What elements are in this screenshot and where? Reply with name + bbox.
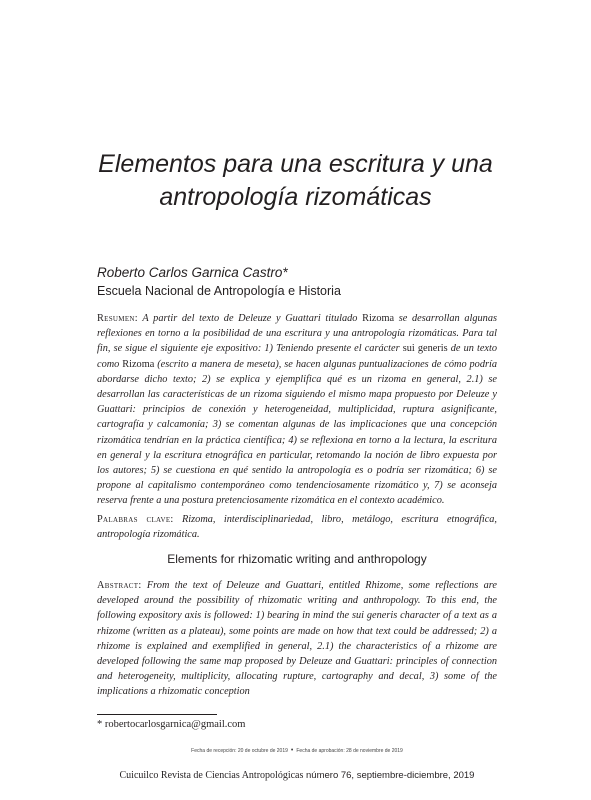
- footnote-rule: [97, 714, 217, 715]
- journal-issue: número 76, septiembre-diciembre, 2019: [303, 770, 475, 781]
- article-title-line-1: Elementos para una escritura y una: [98, 150, 493, 178]
- article-title: [60, 148, 531, 214]
- palabras-clave-text: Rizoma, interdisciplinariedad, libro, metálogo, escritura etnográfica, antropología rizomática.: [97, 514, 498, 541]
- english-title: Elements for rhizomatic writing and anthropology: [167, 552, 427, 566]
- abstract-paragraph: [97, 578, 497, 700]
- resumen-rizoma-1: Rizoma: [362, 313, 395, 324]
- author-name: Roberto Carlos Garnica Castro*: [97, 265, 288, 280]
- received-date: Fecha de recepción: 20 de octubre de 2019: [191, 748, 288, 754]
- abstract-text: From the text of Deleuze and Guattari, entitled Rhizome, some reflections are developed around the possibility of rhizomatic writing and anthropology. To this end, the following expository axis is followed: 1) bearing in mind the sui generis character of a text as a rhizome (written as a plateau), some points are made on how that text could be addressed; 2) a rhizome is explained and exemplified in general, 2.1) the characteristics of a rhizome are developed following the same map proposed by Deleuze and Guattari: principles of connection and heterogeneity, multiplicity, allocating rupture, cartography and decal, 3) some of the implications a rhizomatic conception: [97, 580, 497, 698]
- footnote-email: * robertocarlosgarnica@gmail.com: [97, 719, 246, 730]
- resumen-text-4: (escrito a manera de meseta), se hacen algunas puntualizaciones de cómo podría abordarse dicho texto; 2) se explica y ejemplifica qué es un rizoma en general, 2.1) se desarrollan las características de un rizoma siguiendo el mismo mapa propuesto por Deleuze y Guattari: principios de conexión y heterogeneidad, multiplicidad, ruptura asignificante, cartografía y calcamonía; 3) se comentan algunas de las implicaciones que una concepción rizomática tendrían en la práctica científica; 4) se reflexiona en torno a la lectura, la escritura en general y la escritura etnográfica en particular, retomando la noción de libro expuesta por los autores; 5) se cuestiona en qué sentido la antropología es o podría ser rizomática; 6) se propone al capitalismo contemporáneo como tendenciosamente rizomático y, 7) se aconseja reserva frente a una postura pretenciosamente rizomática en el contexto académico.: [97, 358, 497, 507]
- bullet-icon: •: [290, 747, 294, 754]
- palabras-clave-paragraph: [97, 512, 497, 542]
- resumen-text-2: se desarrollan algunas reflexiones en torno a la posibilidad de una escritura y una antropología rizomáticas. Para tal fin, se sigue el siguiente eje expositivo: 1) Teniendo presente el carácter: [97, 313, 497, 355]
- approved-date: Fecha de aprobación: 28 de noviembre de 2019: [296, 748, 403, 754]
- journal-name: Cuicuilco Revista de Ciencias Antropológicas: [119, 770, 304, 781]
- dates-line: [97, 747, 497, 755]
- resumen-rizoma-2: Rizoma: [122, 358, 155, 370]
- resumen-text-3: de un texto como: [97, 343, 498, 370]
- resumen-label: Resumen:: [97, 313, 138, 324]
- resumen-sui-generis: sui generis: [402, 343, 448, 355]
- journal-footer: [97, 770, 497, 782]
- abstract-label: Abstract:: [97, 580, 142, 591]
- article-title-line-2: antropología rizomáticas: [159, 183, 432, 211]
- resumen-paragraph: [97, 311, 497, 509]
- author-affiliation: Escuela Nacional de Antropología e Historia: [97, 284, 341, 298]
- resumen-text-1: A partir del texto de Deleuze y Guattari titulado: [137, 313, 363, 324]
- palabras-clave-label: Palabras clave:: [97, 514, 174, 525]
